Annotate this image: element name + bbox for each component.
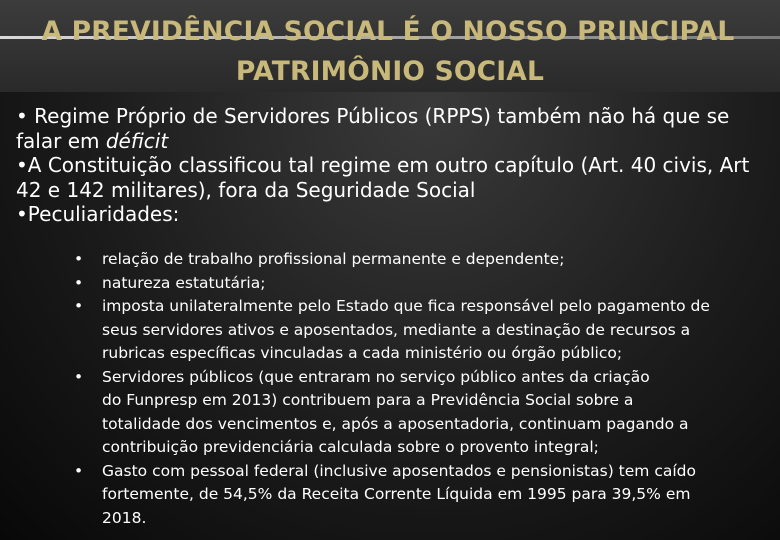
list-item-text-line: rubricas específicas vinculadas a cada ministério ou órgão público; <box>102 344 623 362</box>
bullet-rpps-line-1: • Regime Próprio de Servidores Públicos (RPPS) também não há que se <box>16 104 730 128</box>
list-item <box>74 366 780 460</box>
list-item-text-line: 2018. <box>102 508 147 527</box>
bullet-constituicao-line-2: 42 e 142 militares), fora da Seguridade Social <box>16 177 476 202</box>
list-item-text-line: fortemente, de 54,5% da Receita Corrente Líquida em 1995 para 39,5% em <box>102 485 691 503</box>
list-item <box>74 295 780 366</box>
deficit-term: déficit <box>105 128 169 153</box>
list-item <box>74 248 780 272</box>
slide-title-line-2: PATRIMÔNIO SOCIAL <box>235 56 545 87</box>
list-item-text-line: Servidores públicos (que entraram no serviço público antes da criação <box>102 367 650 386</box>
list-item-text-line: imposta unilateralmente pelo Estado que fica responsável pelo pagamento de <box>102 297 710 315</box>
list-item-text-line: relação de trabalho profissional permanente e dependente; <box>102 250 565 268</box>
bullet-constituicao-line-1: •A Constituição classificou tal regime em outro capítulo (Art. 40 civis, Art <box>16 153 750 178</box>
list-item-text-line: seus servidores ativos e aposentados, mediante a destinação de recursos a <box>102 320 691 339</box>
list-item-text-line: do Funpresp em 2013) contribuem para a Previdência Social sobre a <box>102 391 634 409</box>
bullet-rpps-prefix: falar em <box>16 128 106 153</box>
bullet-marker: • <box>74 273 84 292</box>
list-item-text-line: contribuição previdenciária calculada sobre o provento integral; <box>102 438 599 456</box>
main-bullets <box>16 104 780 227</box>
list-item-text-line: natureza estatutária; <box>102 273 266 292</box>
slide-title-line-1: A PREVIDÊNCIA SOCIAL É O NOSSO PRINCIPAL <box>41 16 735 47</box>
list-item <box>74 460 780 531</box>
list-item <box>74 272 780 296</box>
bullet-marker: • <box>74 461 84 480</box>
bullet-peculiaridades: •Peculiaridades: <box>16 202 180 227</box>
list-item-text-line: totalidade dos vencimentos e, após a aposentadoria, continuam pagando a <box>102 414 689 433</box>
peculiaridades-list <box>74 248 780 530</box>
bullet-marker: • <box>74 367 84 386</box>
bullet-rpps-line-2 <box>16 129 780 154</box>
list-item-text-line: Gasto com pessoal federal (inclusive aposentados e pensionistas) tem caído <box>102 461 696 480</box>
bullet-marker: • <box>74 297 84 315</box>
bullet-marker: • <box>74 250 84 268</box>
